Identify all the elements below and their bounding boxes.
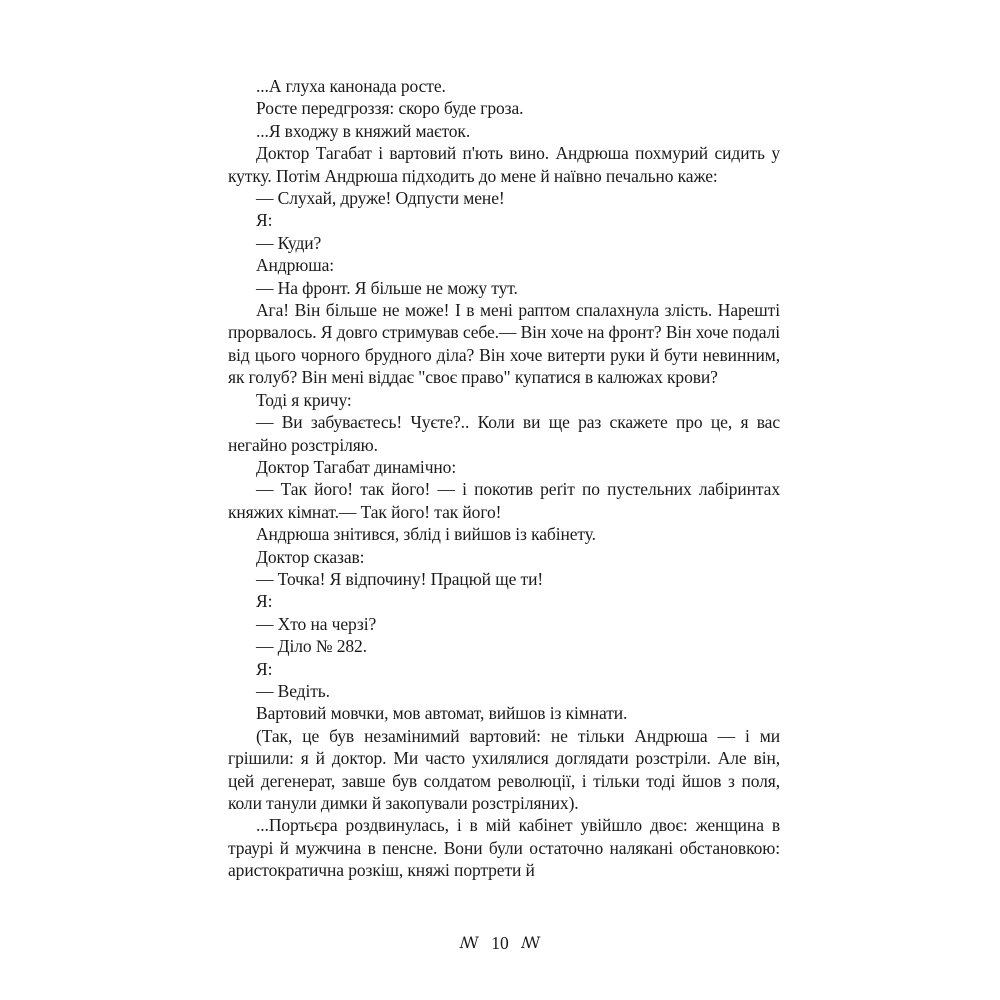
ornament-left-icon: ꟿ (459, 935, 479, 952)
paragraph-9: — На фронт. Я більше не можу тут. (256, 277, 518, 298)
paragraph-18: Я: (256, 591, 273, 612)
paragraph-12: — Ви забуваєтесь! Чуєте?.. Коли ви ще раз скажете про це, я вас негайно розстріляю. (228, 412, 780, 455)
paragraph-19: — Хто на черзі? (256, 613, 377, 634)
paragraph-6: Я: (256, 210, 273, 231)
paragraph-4: Доктор Тагабат і вартовий п'ють вино. Андрюша похмурий сидить у кутку. Потім Андрюша підходить до мене й наївно печально каже: (228, 143, 780, 186)
body-text (228, 75, 780, 882)
paragraph-7: — Куди? (256, 232, 322, 253)
ornament-right-icon: ꟿ (521, 935, 541, 952)
paragraph-20: — Діло № 282. (256, 636, 367, 657)
paragraph-5: — Слухай, друже! Одпусти мене! (256, 188, 505, 209)
paragraph-8: Андрюша: (256, 255, 335, 276)
paragraph-16: Доктор сказав: (256, 546, 365, 567)
paragraph-15: Андрюша знітився, зблід і вийшов із кабінету. (256, 524, 596, 545)
paragraph-10: Ага! Він більше не може! І в мені раптом спалахнула злість. Нарешті прорвалось. Я довго стримував себе.— Він хоче на фронт? Він хоче подалі від цього чорного брудного діла? Він хоче витерти руки й бути невинним, як голуб? Він мені віддає "своє право" купатися в калюжах крови? (228, 300, 780, 388)
paragraph-25: ...Портьєра роздвинулась, і в мій кабінет увійшло двоє: женщина в траурі й мужчина в пенсне. Вони були остаточно налякані обстановкою: аристократична розкіш, княжі портрети й (228, 815, 780, 881)
paragraph-23: Вартовий мовчки, мов автомат, вийшов із кімнати. (256, 703, 628, 724)
paragraph-24: (Так, це був незамінимий вартовий: не тільки Андрюша — і ми грішили: я й доктор. Ми часто ухилялися доглядати розстріли. Але він, цей дегенерат, завше був солдатом революції, і тільки тоді йшов з поля, коли танули димки й закопували розстріляних). (228, 725, 780, 813)
page-footer (0, 933, 1000, 954)
paragraph-3: ...Я входжу в княжий маєток. (256, 120, 471, 141)
paragraph-11: Тоді я кричу: (256, 389, 352, 410)
page-number: 10 (491, 933, 509, 953)
paragraph-22: — Ведіть. (256, 680, 330, 701)
paragraph-17: — Точка! Я відпочину! Працюй ще ти! (256, 568, 544, 589)
paragraph-21: Я: (256, 658, 273, 679)
paragraph-14: — Так його! так його! — і покотив реґіт по пустельних лабіринтах княжих кімнат.— Так його! так його! (228, 479, 780, 522)
paragraph-13: Доктор Тагабат динамічно: (256, 456, 457, 477)
paragraph-1: ...А глуха канонада росте. (256, 76, 446, 96)
paragraph-2: Росте передгроззя: скоро буде гроза. (256, 98, 524, 119)
